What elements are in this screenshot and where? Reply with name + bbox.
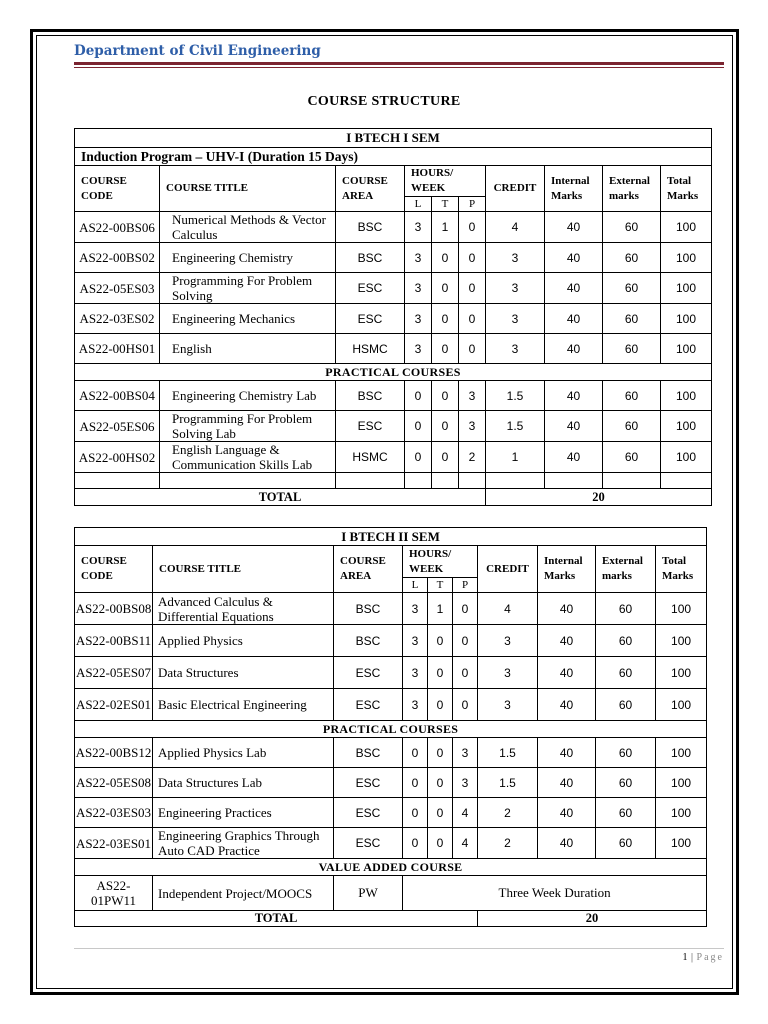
- col-header-title: COURSE TITLE: [153, 546, 334, 593]
- total-credits: 20: [486, 489, 712, 506]
- external-marks: 60: [596, 828, 656, 859]
- hours-t: 1: [428, 593, 453, 625]
- course-code: AS22-00BS02: [75, 243, 160, 273]
- hours-l: 3: [403, 689, 428, 721]
- empty-cell: [432, 473, 459, 489]
- internal-marks: 40: [538, 768, 596, 798]
- hours-t: 1: [432, 212, 459, 243]
- internal-marks: 40: [545, 304, 603, 334]
- course-row: [75, 625, 707, 657]
- hours-p: 0: [459, 243, 486, 273]
- total-marks: 100: [661, 334, 712, 364]
- course-code: AS22-00BS06: [75, 212, 160, 243]
- course-area: ESC: [336, 304, 405, 334]
- external-marks: 60: [596, 625, 656, 657]
- credit: 1.5: [478, 738, 538, 768]
- course-title: Programming For Problem Solving: [160, 273, 336, 304]
- empty-cell: [405, 473, 432, 489]
- hours-l: 0: [403, 828, 428, 859]
- hours-l: 3: [405, 273, 432, 304]
- credit: 3: [486, 243, 545, 273]
- hours-l: 3: [405, 304, 432, 334]
- course-title: Data Structures Lab: [153, 768, 334, 798]
- course-row: [75, 304, 712, 334]
- col-header-p: P: [459, 197, 486, 212]
- course-title: Data Structures: [153, 657, 334, 689]
- course-title: English Language & Communication Skills Lab: [160, 442, 336, 473]
- hours-p: 0: [459, 212, 486, 243]
- total-marks: 100: [661, 243, 712, 273]
- hours-t: 0: [428, 738, 453, 768]
- credit: 3: [486, 273, 545, 304]
- credit: 1: [486, 442, 545, 473]
- course-row: [75, 273, 712, 304]
- course-row: [75, 689, 707, 721]
- external-marks: 60: [596, 768, 656, 798]
- empty-cell: [603, 473, 661, 489]
- hours-l: 3: [403, 625, 428, 657]
- hours-t: 0: [432, 243, 459, 273]
- course-area: HSMC: [336, 442, 405, 473]
- external-marks: 60: [603, 442, 661, 473]
- course-area: ESC: [336, 411, 405, 442]
- course-row: [75, 798, 707, 828]
- sem2-table: [74, 527, 707, 927]
- induction-program: Induction Program – UHV-I (Duration 15 Days): [75, 148, 712, 166]
- col-header-external: External marks: [596, 546, 656, 593]
- course-row: [75, 738, 707, 768]
- external-marks: 60: [603, 304, 661, 334]
- total-marks: 100: [656, 768, 707, 798]
- hours-p: 4: [453, 798, 478, 828]
- course-area: ESC: [334, 657, 403, 689]
- external-marks: 60: [596, 593, 656, 625]
- hours-t: 0: [428, 798, 453, 828]
- course-area: BSC: [336, 381, 405, 411]
- course-area: ESC: [334, 828, 403, 859]
- hours-t: 0: [432, 442, 459, 473]
- empty-cell: [336, 473, 405, 489]
- course-row: [75, 411, 712, 442]
- course-title: Engineering Mechanics: [160, 304, 336, 334]
- total-label: TOTAL: [75, 489, 486, 506]
- total-marks: 100: [661, 273, 712, 304]
- credit: 1.5: [478, 768, 538, 798]
- external-marks: 60: [603, 212, 661, 243]
- total-marks: 100: [656, 689, 707, 721]
- hours-l: 3: [403, 593, 428, 625]
- course-row: [75, 828, 707, 859]
- internal-marks: 40: [545, 411, 603, 442]
- col-header-code: COURSE CODE: [75, 166, 160, 212]
- total-marks: 100: [656, 593, 707, 625]
- hours-l: 0: [405, 381, 432, 411]
- internal-marks: 40: [545, 442, 603, 473]
- internal-marks: 40: [545, 334, 603, 364]
- col-header-area: COURSE AREA: [336, 166, 405, 212]
- total-marks: 100: [661, 442, 712, 473]
- empty-cell: [160, 473, 336, 489]
- hours-t: 0: [428, 768, 453, 798]
- hours-t: 0: [432, 273, 459, 304]
- page-footer: [683, 952, 724, 963]
- sem1-title: I BTECH I SEM: [75, 129, 712, 148]
- hours-p: 4: [453, 828, 478, 859]
- col-header-hours: HOURS/ WEEK: [405, 166, 486, 197]
- hours-l: 3: [405, 243, 432, 273]
- hours-t: 0: [432, 334, 459, 364]
- value-added-course-label: VALUE ADDED COURSE: [75, 859, 707, 876]
- col-header-credit: CREDIT: [486, 166, 545, 212]
- empty-cell: [75, 473, 160, 489]
- col-header-area: COURSE AREA: [334, 546, 403, 593]
- col-header-hours: HOURS/ WEEK: [403, 546, 478, 578]
- total-marks: 100: [661, 304, 712, 334]
- course-code: AS22-03ES03: [75, 798, 153, 828]
- course-title: Engineering Chemistry: [160, 243, 336, 273]
- course-title: Programming For Problem Solving Lab: [160, 411, 336, 442]
- hours-p: 0: [453, 625, 478, 657]
- internal-marks: 40: [545, 273, 603, 304]
- total-marks: 100: [656, 625, 707, 657]
- course-code: AS22-01PW11: [75, 876, 153, 911]
- course-row: [75, 768, 707, 798]
- course-area: BSC: [334, 593, 403, 625]
- col-header-code: COURSE CODE: [75, 546, 153, 593]
- hours-l: 0: [403, 798, 428, 828]
- course-area: HSMC: [336, 334, 405, 364]
- hours-l: 0: [405, 411, 432, 442]
- total-marks: 100: [661, 381, 712, 411]
- page-title: COURSE STRUCTURE: [307, 94, 461, 109]
- col-header-total: Total Marks: [656, 546, 707, 593]
- total-marks: 100: [661, 411, 712, 442]
- credit: 3: [478, 689, 538, 721]
- course-title: Engineering Graphics Through Auto CAD Practice: [153, 828, 334, 859]
- empty-cell: [661, 473, 712, 489]
- duration: Three Week Duration: [403, 876, 707, 911]
- col-header-l: L: [403, 578, 428, 593]
- hours-p: 0: [453, 689, 478, 721]
- col-header-p: P: [453, 578, 478, 593]
- department-header: Department of Civil Engineering: [74, 43, 321, 59]
- course-area: ESC: [334, 798, 403, 828]
- credit: 1.5: [486, 411, 545, 442]
- course-row: [75, 381, 712, 411]
- total-marks: 100: [661, 212, 712, 243]
- credit: 1.5: [486, 381, 545, 411]
- internal-marks: 40: [545, 243, 603, 273]
- empty-cell: [459, 473, 486, 489]
- course-code: AS22-02ES01: [75, 689, 153, 721]
- hours-t: 0: [432, 411, 459, 442]
- external-marks: 60: [596, 689, 656, 721]
- total-credits: 20: [478, 911, 707, 927]
- hours-p: 3: [453, 738, 478, 768]
- footer-separator: |: [691, 952, 694, 963]
- course-row: [75, 334, 712, 364]
- course-code: AS22-00BS11: [75, 625, 153, 657]
- course-title: Applied Physics: [153, 625, 334, 657]
- empty-row: [75, 473, 712, 489]
- course-code: AS22-00HS01: [75, 334, 160, 364]
- course-area: PW: [334, 876, 403, 911]
- practical-courses-label: PRACTICAL COURSES: [75, 364, 712, 381]
- course-code: AS22-05ES06: [75, 411, 160, 442]
- course-title: Independent Project/MOOCS: [153, 876, 334, 911]
- hours-l: 0: [403, 738, 428, 768]
- course-area: BSC: [336, 243, 405, 273]
- external-marks: 60: [603, 381, 661, 411]
- credit: 4: [486, 212, 545, 243]
- total-marks: 100: [656, 657, 707, 689]
- internal-marks: 40: [538, 593, 596, 625]
- header-rule-thin: [74, 67, 724, 68]
- external-marks: 60: [596, 738, 656, 768]
- col-header-title: COURSE TITLE: [160, 166, 336, 212]
- course-code: AS22-05ES08: [75, 768, 153, 798]
- hours-p: 3: [459, 411, 486, 442]
- credit: 3: [478, 625, 538, 657]
- external-marks: 60: [603, 273, 661, 304]
- external-marks: 60: [603, 411, 661, 442]
- internal-marks: 40: [538, 738, 596, 768]
- course-code: AS22-00BS12: [75, 738, 153, 768]
- credit: 3: [478, 657, 538, 689]
- total-marks: 100: [656, 738, 707, 768]
- internal-marks: 40: [538, 657, 596, 689]
- credit: 4: [478, 593, 538, 625]
- course-code: AS22-00BS08: [75, 593, 153, 625]
- course-area: ESC: [334, 768, 403, 798]
- course-row: [75, 243, 712, 273]
- hours-l: 3: [405, 212, 432, 243]
- course-area: BSC: [336, 212, 405, 243]
- hours-l: 3: [403, 657, 428, 689]
- course-row: [75, 593, 707, 625]
- total-marks: 100: [656, 798, 707, 828]
- credit: 3: [486, 334, 545, 364]
- hours-p: 0: [459, 273, 486, 304]
- course-title: Numerical Methods & Vector Calculus: [160, 212, 336, 243]
- external-marks: 60: [603, 334, 661, 364]
- course-code: AS22-03ES02: [75, 304, 160, 334]
- course-title: English: [160, 334, 336, 364]
- page-word: Page: [696, 952, 724, 963]
- external-marks: 60: [596, 798, 656, 828]
- internal-marks: 40: [538, 798, 596, 828]
- col-header-external: External marks: [603, 166, 661, 212]
- external-marks: 60: [596, 657, 656, 689]
- course-row: [75, 876, 707, 911]
- hours-l: 0: [405, 442, 432, 473]
- sem2-title: I BTECH II SEM: [75, 528, 707, 546]
- course-code: AS22-00BS04: [75, 381, 160, 411]
- empty-cell: [486, 473, 545, 489]
- hours-t: 0: [432, 304, 459, 334]
- course-title: Applied Physics Lab: [153, 738, 334, 768]
- course-title: Engineering Chemistry Lab: [160, 381, 336, 411]
- course-area: BSC: [334, 738, 403, 768]
- col-header-internal: Internal Marks: [545, 166, 603, 212]
- page-number: 1: [682, 952, 689, 963]
- footer-rule: [74, 948, 724, 949]
- course-row: [75, 442, 712, 473]
- hours-p: 0: [453, 593, 478, 625]
- course-code: AS22-00HS02: [75, 442, 160, 473]
- hours-p: 2: [459, 442, 486, 473]
- hours-t: 0: [428, 828, 453, 859]
- internal-marks: 40: [538, 625, 596, 657]
- course-area: ESC: [336, 273, 405, 304]
- internal-marks: 40: [538, 828, 596, 859]
- hours-p: 3: [459, 381, 486, 411]
- credit: 2: [478, 828, 538, 859]
- course-row: [75, 212, 712, 243]
- col-header-l: L: [405, 197, 432, 212]
- course-title: Engineering Practices: [153, 798, 334, 828]
- course-area: ESC: [334, 689, 403, 721]
- hours-l: 0: [403, 768, 428, 798]
- external-marks: 60: [603, 243, 661, 273]
- total-marks: 100: [656, 828, 707, 859]
- col-header-total: Total Marks: [661, 166, 712, 212]
- internal-marks: 40: [538, 689, 596, 721]
- credit: 2: [478, 798, 538, 828]
- hours-p: 3: [453, 768, 478, 798]
- hours-p: 0: [453, 657, 478, 689]
- hours-l: 3: [405, 334, 432, 364]
- col-header-internal: Internal Marks: [538, 546, 596, 593]
- course-code: AS22-05ES03: [75, 273, 160, 304]
- course-row: [75, 657, 707, 689]
- credit: 3: [486, 304, 545, 334]
- header-rule-thick: [74, 62, 724, 65]
- col-header-t: T: [428, 578, 453, 593]
- internal-marks: 40: [545, 381, 603, 411]
- course-title: Advanced Calculus & Differential Equations: [153, 593, 334, 625]
- col-header-t: T: [432, 197, 459, 212]
- course-code: AS22-03ES01: [75, 828, 153, 859]
- course-code: AS22-05ES07: [75, 657, 153, 689]
- hours-t: 0: [428, 689, 453, 721]
- hours-t: 0: [428, 625, 453, 657]
- hours-p: 0: [459, 304, 486, 334]
- sem1-table: [74, 128, 712, 506]
- total-label: TOTAL: [75, 911, 478, 927]
- col-header-credit: CREDIT: [478, 546, 538, 593]
- course-title: Basic Electrical Engineering: [153, 689, 334, 721]
- hours-t: 0: [428, 657, 453, 689]
- hours-t: 0: [432, 381, 459, 411]
- hours-p: 0: [459, 334, 486, 364]
- practical-courses-label: PRACTICAL COURSES: [75, 721, 707, 738]
- empty-cell: [545, 473, 603, 489]
- internal-marks: 40: [545, 212, 603, 243]
- course-area: BSC: [334, 625, 403, 657]
